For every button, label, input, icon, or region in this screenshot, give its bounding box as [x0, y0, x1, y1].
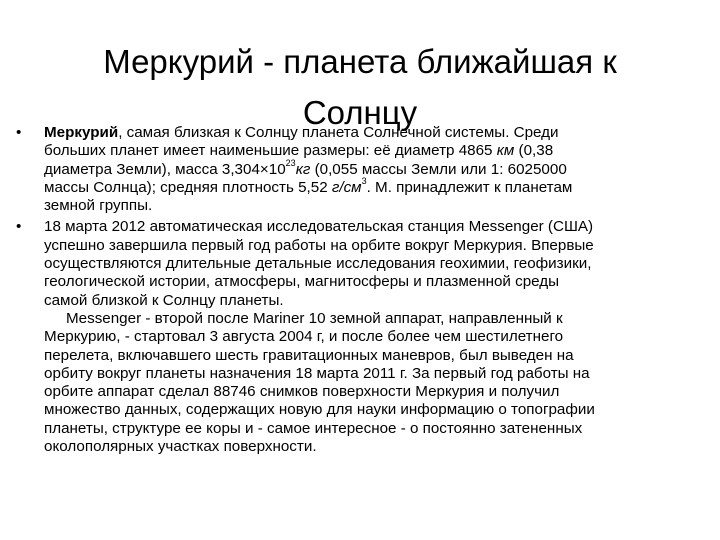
- text-run: массы Солнца); средняя плотность 5,52: [44, 178, 332, 196]
- text-line: самой близкой к Солнцу планеты.: [44, 291, 284, 309]
- text-run: , самая близкая к Солнцу планета Солнечной системы. Среди: [118, 124, 559, 141]
- bullet-icon: •: [16, 218, 22, 236]
- text-line: [44, 175, 716, 197]
- bullet-item-messenger: [16, 218, 716, 456]
- slide-title: [40, 36, 680, 138]
- text-run: . М. принадлежит к планетам: [366, 178, 573, 196]
- text-line: множество данных, содержащих новую для науки информацию о топографии: [44, 401, 595, 419]
- text-line: Меркурию, - стартовал 3 августа 2004 г, и после более чем шестилетнего: [44, 328, 564, 346]
- text-line: [44, 124, 716, 142]
- bullet-icon: •: [16, 124, 22, 141]
- text-line: орбиту вокруг планеты назначения 18 марта 2011 г. За первый год работы на: [44, 364, 590, 382]
- text-line: планеты, структуре ее коры и - самое интересное - о постоянно затененных: [44, 419, 583, 437]
- text-run: диаметра Земли), масса 3,304×10: [44, 160, 286, 178]
- text-line: геологической истории, атмосферы, магнитосферы и плазменной среды: [44, 273, 560, 291]
- slide-body: [16, 124, 716, 456]
- text-line: [44, 157, 716, 179]
- unit-kg: кг: [295, 160, 311, 178]
- title-line: Солнцу: [302, 94, 418, 132]
- text-line: 18 марта 2012 автоматическая исследовательская станция Messenger (США): [44, 218, 594, 236]
- text-run: больших планет имеет наименьшие размеры: её диаметр 4865: [44, 142, 497, 160]
- text-line: околополярных участках поверхности.: [44, 438, 317, 456]
- text-run: (0,38: [514, 142, 554, 160]
- text-line: успешно завершила первый год работы на орбите вокруг Меркурия. Впервые: [44, 236, 594, 254]
- bullet-item-mercury: [16, 124, 716, 215]
- term-mercury: Меркурий: [44, 124, 119, 141]
- text-line: перелета, включавшего шесть гравитационных маневров, был выведен на: [44, 346, 574, 364]
- text-run: (0,055 массы Земли или 1: 6025000: [310, 160, 567, 178]
- text-line: Messenger - второй после Mariner 10 земной аппарат, направленный к: [66, 309, 563, 327]
- text-line: [44, 142, 716, 160]
- text-line: земной группы.: [44, 197, 153, 215]
- exponent: 23: [285, 157, 296, 168]
- exponent: 3: [361, 175, 367, 186]
- text-line: орбите аппарат сделал 88746 снимков поверхности Меркурия и получил: [44, 383, 560, 401]
- title-line: Меркурий - планета ближайшая к: [103, 43, 617, 81]
- text-line: осуществляются длительные детальные исследования геохимии, геофизики,: [44, 255, 592, 273]
- unit-km: км: [496, 142, 515, 160]
- unit-density: г/см: [331, 178, 362, 196]
